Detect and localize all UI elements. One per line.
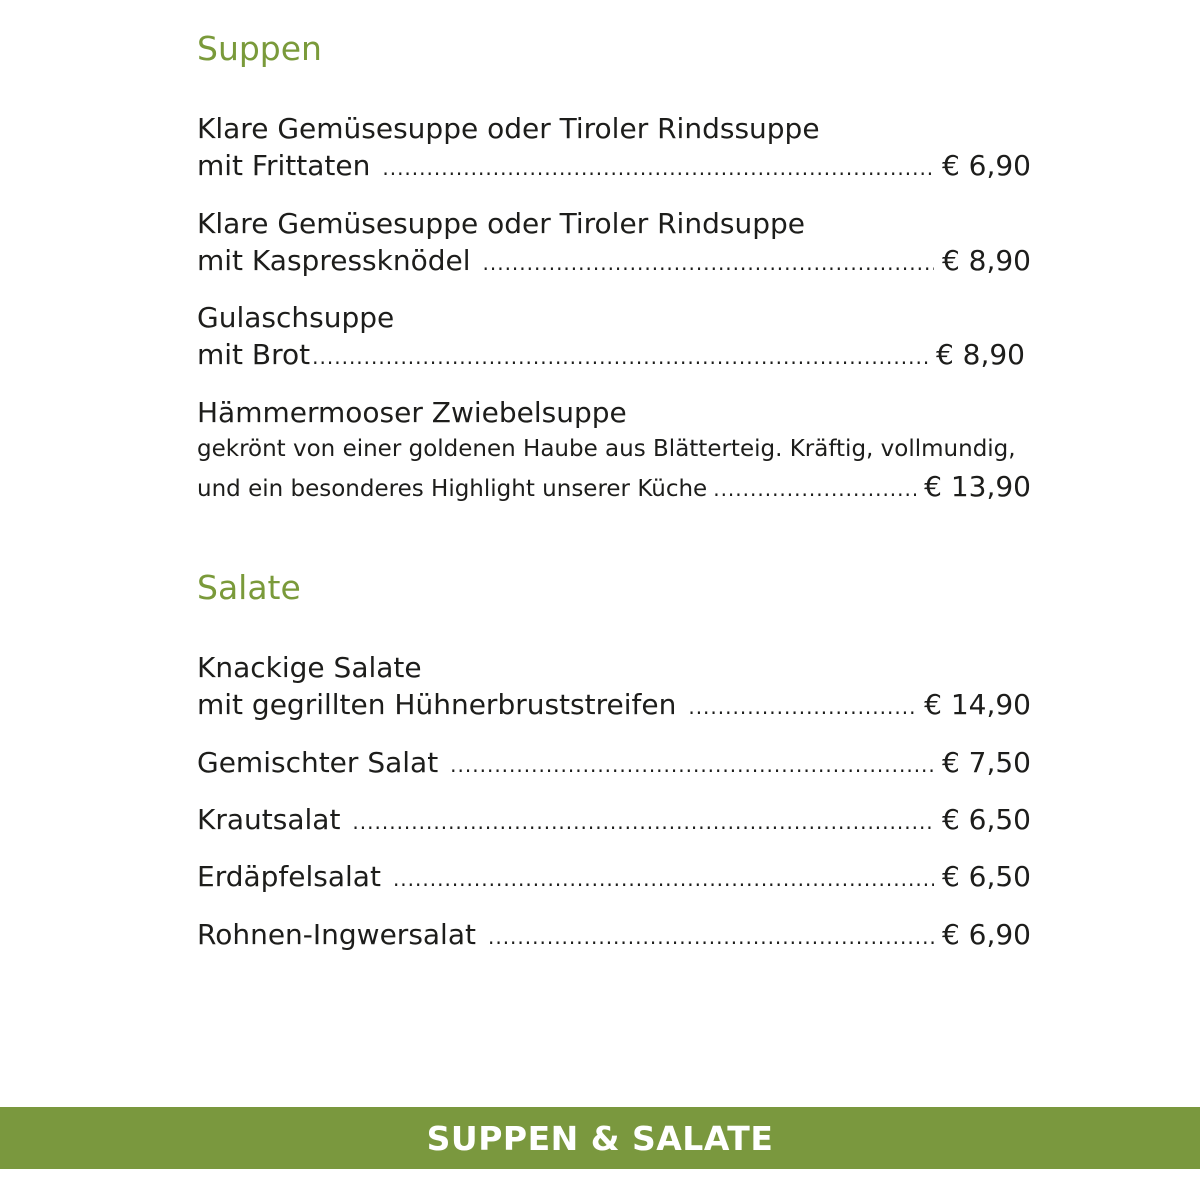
item-name: Hämmermooser Zwiebelsuppe: [197, 396, 627, 429]
item-price-line: [197, 147, 1031, 184]
item-name: Rohnen-Ingwersalat: [197, 918, 476, 951]
menu-item: [197, 649, 1031, 723]
item-name: Erdäpfelsalat: [197, 860, 381, 893]
item-price: € 7,50: [941, 746, 1031, 779]
item-price-line: [197, 801, 1031, 838]
item-name: Klare Gemüsesuppe oder Tiroler Rindssuppe: [197, 112, 820, 145]
menu-item: [197, 744, 1031, 781]
item-name: Gulaschsuppe: [197, 301, 395, 334]
dot-leader: [352, 804, 934, 841]
menu-item: [197, 801, 1031, 838]
item-price: € 14,90: [924, 688, 1031, 721]
item-subtitle: mit Kaspressknödel: [197, 244, 471, 277]
item-price-line: [197, 858, 1031, 895]
menu-item: [197, 110, 1031, 184]
item-name: Gemischter Salat: [197, 746, 439, 779]
item-price-line: [197, 686, 1031, 723]
item-name: Krautsalat: [197, 803, 341, 836]
item-price: € 6,90: [941, 918, 1031, 951]
item-price: € 6,50: [941, 860, 1031, 893]
footer-banner: [0, 1107, 1200, 1169]
item-price: € 8,90: [935, 338, 1025, 371]
dot-leader: [450, 747, 934, 784]
item-description-end: und ein besonderes Highlight unserer Küche: [197, 476, 708, 502]
section-title-suppen: Suppen: [197, 29, 322, 68]
item-price: € 8,90: [941, 244, 1031, 277]
item-subtitle: mit Frittaten: [197, 149, 371, 182]
dot-leader: [488, 919, 934, 956]
dot-leader: [312, 339, 928, 376]
item-price: € 6,90: [941, 149, 1031, 182]
item-subtitle: mit Brot: [197, 338, 311, 371]
item-price-line: [197, 242, 1031, 279]
menu-item: [197, 299, 1025, 373]
menu-item: [197, 205, 1031, 279]
item-name: Klare Gemüsesuppe oder Tiroler Rindsuppe: [197, 207, 805, 240]
item-description: gekrönt von einer goldenen Haube aus Blätterteig. Kräftig, vollmundig,: [197, 436, 1016, 462]
dot-leader: [393, 861, 934, 898]
footer-title: SUPPEN & SALATE: [426, 1118, 774, 1158]
dot-leader: [483, 245, 934, 282]
item-price: € 6,50: [941, 803, 1031, 836]
item-subtitle: mit gegrillten Hühnerbruststreifen: [197, 688, 677, 721]
dot-leader: [382, 150, 934, 187]
section-title-salate: Salate: [197, 568, 301, 607]
item-name: Knackige Salate: [197, 651, 422, 684]
menu-item: [197, 394, 1031, 505]
item-price-line: [197, 916, 1031, 953]
menu-item: [197, 916, 1031, 953]
item-price-line: [197, 336, 1025, 373]
item-price: € 13,90: [924, 470, 1031, 503]
menu-item: [197, 858, 1031, 895]
item-price-line: [197, 744, 1031, 781]
dot-leader: [688, 689, 916, 726]
item-price-line: [197, 468, 1031, 505]
dot-leader: [713, 471, 916, 508]
